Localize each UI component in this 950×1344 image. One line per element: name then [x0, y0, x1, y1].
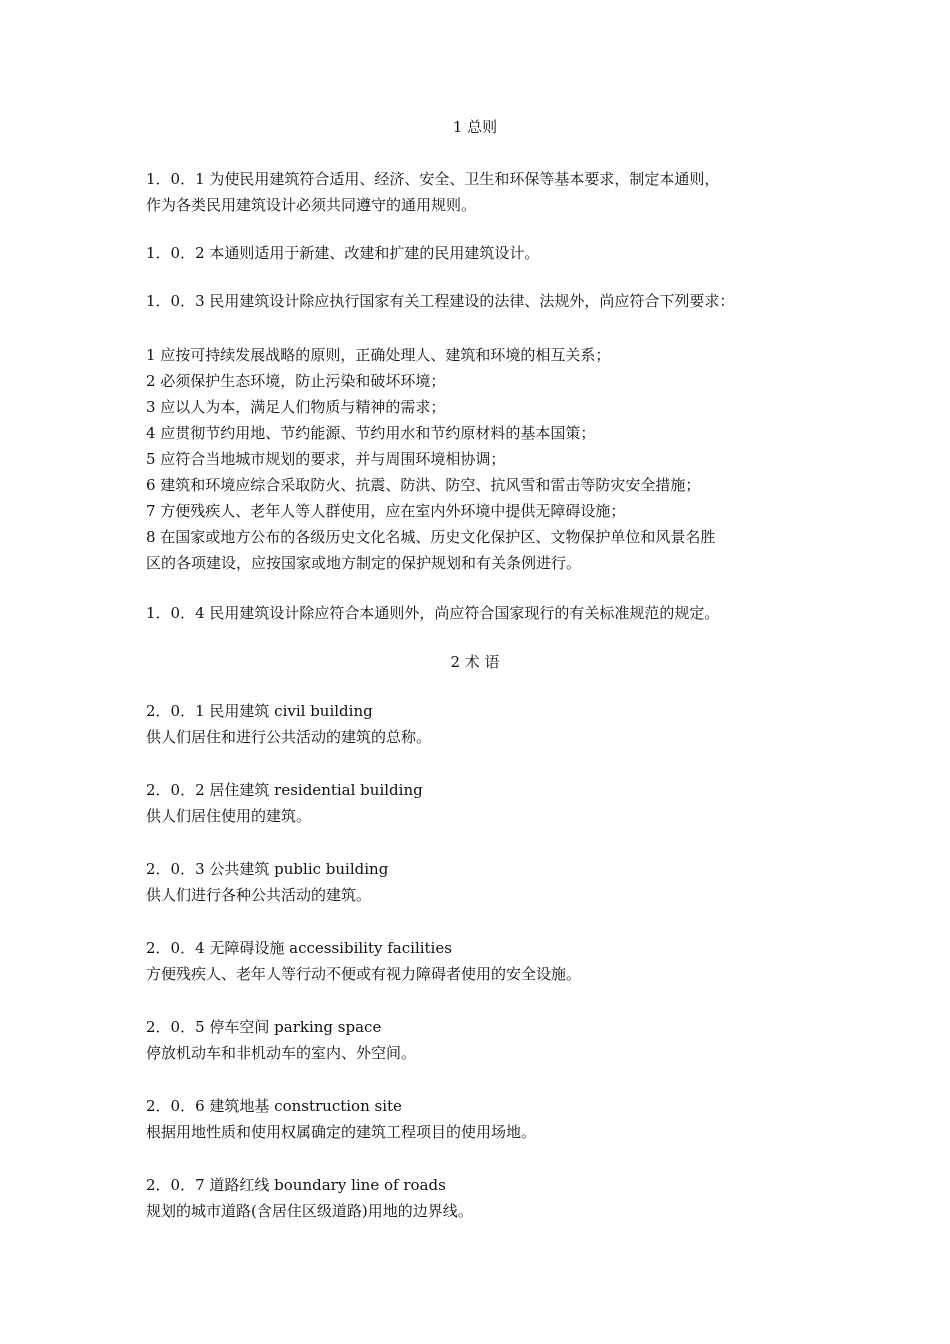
clause-text: 1．0．1 为使民用建筑符合适用、经济、安全、卫生和环保等基本要求，制定本通则， [146, 170, 720, 188]
list-item: 6 建筑和环境应综合采取防火、抗震、防洪、防空、抗风雪和雷击等防灾安全措施； [146, 476, 701, 494]
clause-1-0-1 [146, 166, 816, 218]
term-definition: 供人们居住和进行公共活动的建筑的总称。 [146, 728, 432, 746]
section-2-title: 2 术 语 [450, 653, 500, 671]
term-2-0-5 [146, 1014, 816, 1066]
term-2-0-6 [146, 1093, 816, 1145]
term-heading: 2．0．2 居住建筑 residential building [146, 781, 423, 799]
clause-text: 作为各类民用建筑设计必须共同遵守的通用规则。 [146, 196, 477, 214]
term-heading: 2．0．6 建筑地基 construction site [146, 1097, 402, 1115]
term-definition: 规划的城市道路(含居住区级道路)用地的边界线。 [146, 1202, 473, 1220]
list-item: 5 应符合当地城市规划的要求，并与周围环境相协调； [146, 450, 506, 468]
term-2-0-3 [146, 856, 816, 908]
term-definition: 根据用地性质和使用权属确定的建筑工程项目的使用场地。 [146, 1123, 537, 1141]
list-item: 8 在国家或地方公布的各级历史文化名城、历史文化保护区、文物保护单位和风景名胜 [146, 528, 716, 546]
term-definition: 供人们进行各种公共活动的建筑。 [146, 886, 372, 904]
term-2-0-1 [146, 698, 816, 750]
term-definition: 供人们居住使用的建筑。 [146, 807, 312, 825]
term-heading: 2．0．1 民用建筑 civil building [146, 702, 373, 720]
list-item: 2 必须保护生态环境，防止污染和破坏环境； [146, 372, 446, 390]
clause-1-0-4: 1．0．4 民用建筑设计除应符合本通则外，尚应符合国家现行的有关标准规范的规定。 [146, 604, 720, 622]
term-heading: 2．0．4 无障碍设施 accessibility facilities [146, 939, 452, 957]
term-2-0-4 [146, 935, 816, 987]
list-item: 1 应按可持续发展战略的原则，正确处理人、建筑和环境的相互关系； [146, 346, 611, 364]
term-2-0-7 [146, 1172, 816, 1224]
list-item: 4 应贯彻节约用地、节约能源、节约用水和节约原材料的基本国策； [146, 424, 596, 442]
term-heading: 2．0．3 公共建筑 public building [146, 860, 389, 878]
requirements-list [146, 342, 816, 576]
list-item: 3 应以人为本，满足人们物质与精神的需求； [146, 398, 446, 416]
term-2-0-2 [146, 777, 816, 829]
clause-1-0-2: 1．0．2 本通则适用于新建、改建和扩建的民用建筑设计。 [146, 244, 540, 262]
term-heading: 2．0．7 道路红线 boundary line of roads [146, 1176, 446, 1194]
term-heading: 2．0．5 停车空间 parking space [146, 1018, 382, 1036]
term-definition: 方便残疾人、老年人等行动不便或有视力障碍者使用的安全设施。 [146, 965, 582, 983]
section-1-title: 1 总则 [452, 118, 498, 136]
list-item: 区的各项建设，应按国家或地方制定的保护规划和有关条例进行。 [146, 554, 582, 572]
clause-1-0-3: 1．0．3 民用建筑设计除应执行国家有关工程建设的法律、法规外，尚应符合下列要求： [146, 292, 735, 310]
list-item: 7 方便残疾人、老年人等人群使用，应在室内外环境中提供无障碍设施； [146, 502, 626, 520]
term-definition: 停放机动车和非机动车的室内、外空间。 [146, 1044, 417, 1062]
